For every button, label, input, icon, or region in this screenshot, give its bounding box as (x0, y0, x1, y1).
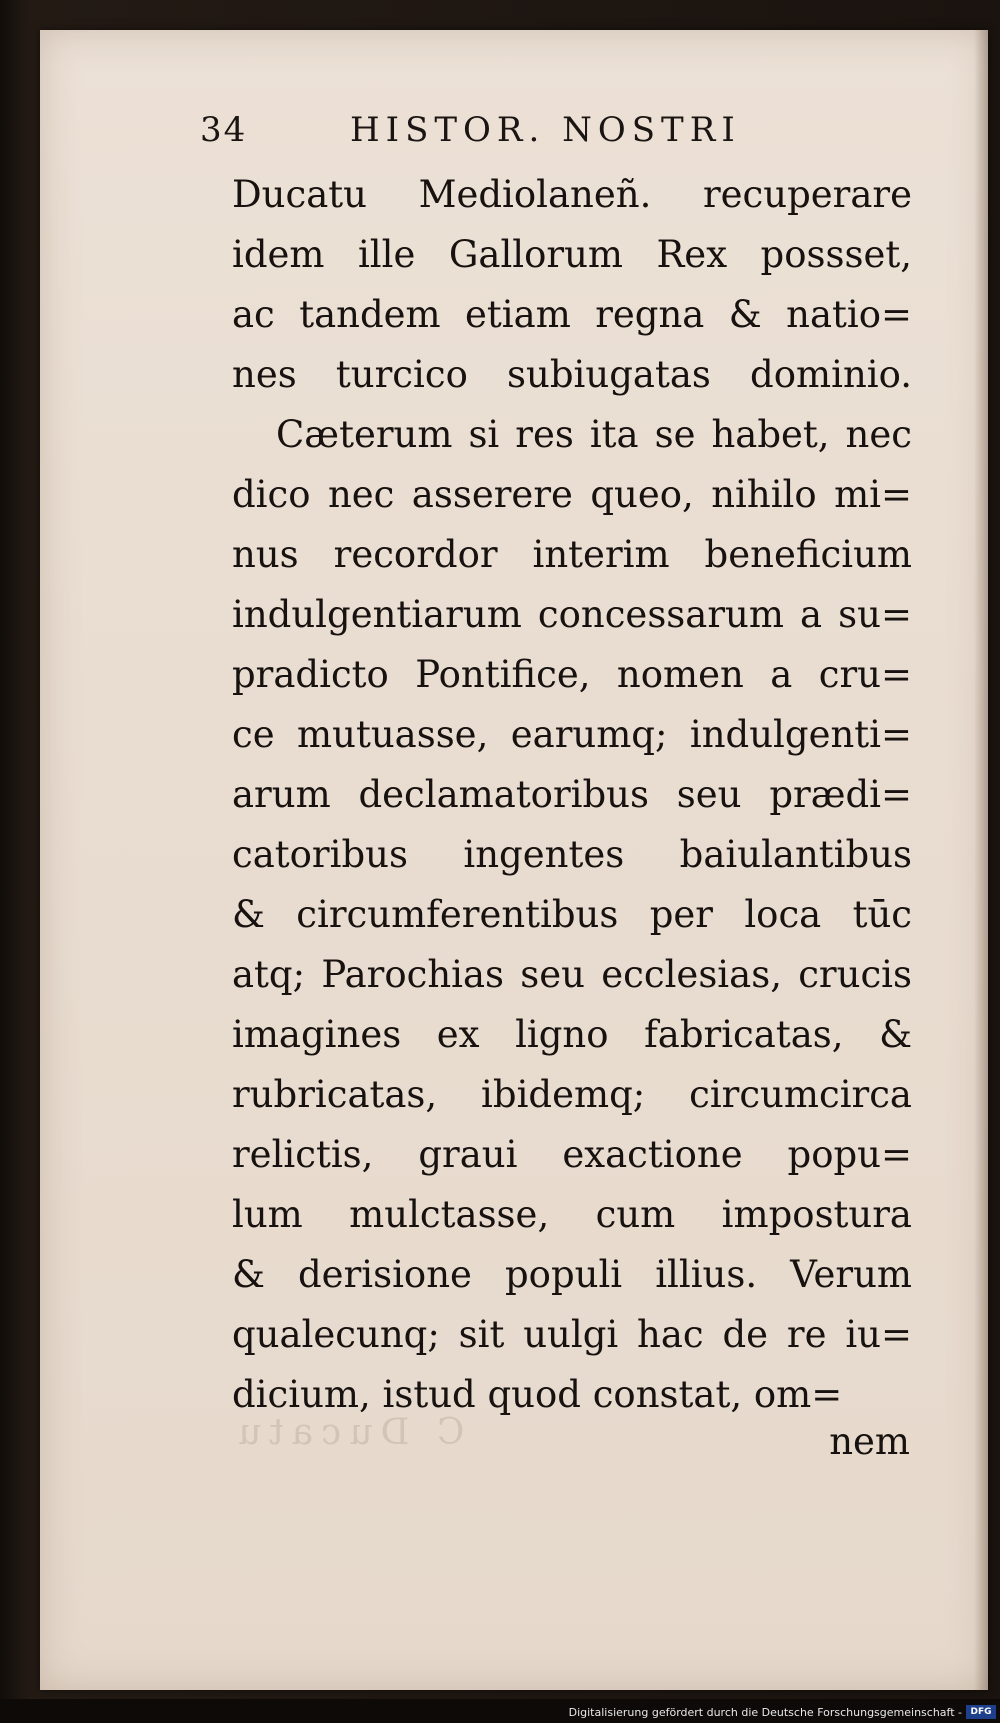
text-line-21: dicium, istud quod constat, om= (232, 1373, 843, 1416)
text-line-20: qualecunq; sit uulgi hac de re iu= (232, 1313, 912, 1356)
text-line-5: Cæterum si res ita se habet, nec (276, 413, 912, 456)
page-number: 34 (200, 110, 248, 150)
text-line-18: lum mulctasse, cum impostura (232, 1193, 912, 1236)
text-line-15: imagines ex ligno fabricatas, & (232, 1013, 912, 1056)
page-edge-shadow (974, 30, 988, 1690)
page-header (200, 110, 960, 160)
text-line-14: atq; Parochias seu ecclesias, crucis (232, 953, 912, 996)
text-line-16: rubricatas, ibidemq; circumcirca (232, 1073, 912, 1116)
text-line-13: & circumferentibus per loca tūc (232, 893, 912, 936)
text-line-3: ac tandem etiam regna & natio= (232, 293, 912, 336)
text-line-11: arum declamatoribus seu prædi= (232, 773, 912, 816)
dfg-logo-icon: DFG (966, 1705, 996, 1719)
text-line-10: ce mutuasse, earumq; indulgenti= (232, 713, 912, 756)
text-line-8: indulgentiarum concessarum a su= (232, 593, 912, 636)
digitization-credit: Digitalisierung gefördert durch die Deutsche Forschungsgemeinschaft - (568, 1706, 962, 1719)
text-line-7: nus recordor interim beneficium (232, 533, 912, 576)
text-line-1: Ducatu Mediolaneñ. recuperare (232, 173, 912, 216)
show-through-text: C Ducatu (230, 1412, 465, 1453)
footer-bar (0, 1699, 1000, 1723)
text-line-17: relictis, graui exactione popu= (232, 1133, 912, 1176)
running-head: HISTOR. NOSTRI (350, 110, 741, 150)
text-line-2: idem ille Gallorum Rex possset, (232, 233, 912, 276)
body-text (232, 165, 912, 1425)
text-line-6: dico nec asserere queo, nihilo mi= (232, 473, 912, 516)
text-line-9: pradicto Pontifice, nomen a cru= (232, 653, 912, 696)
catchword: nem (829, 1420, 910, 1463)
text-line-4: nes turcico subiugatas dominio. (232, 353, 912, 396)
text-line-12: catoribus ingentes baiulantibus (232, 833, 912, 876)
text-line-19: & derisione populi illius. Verum (232, 1253, 912, 1296)
